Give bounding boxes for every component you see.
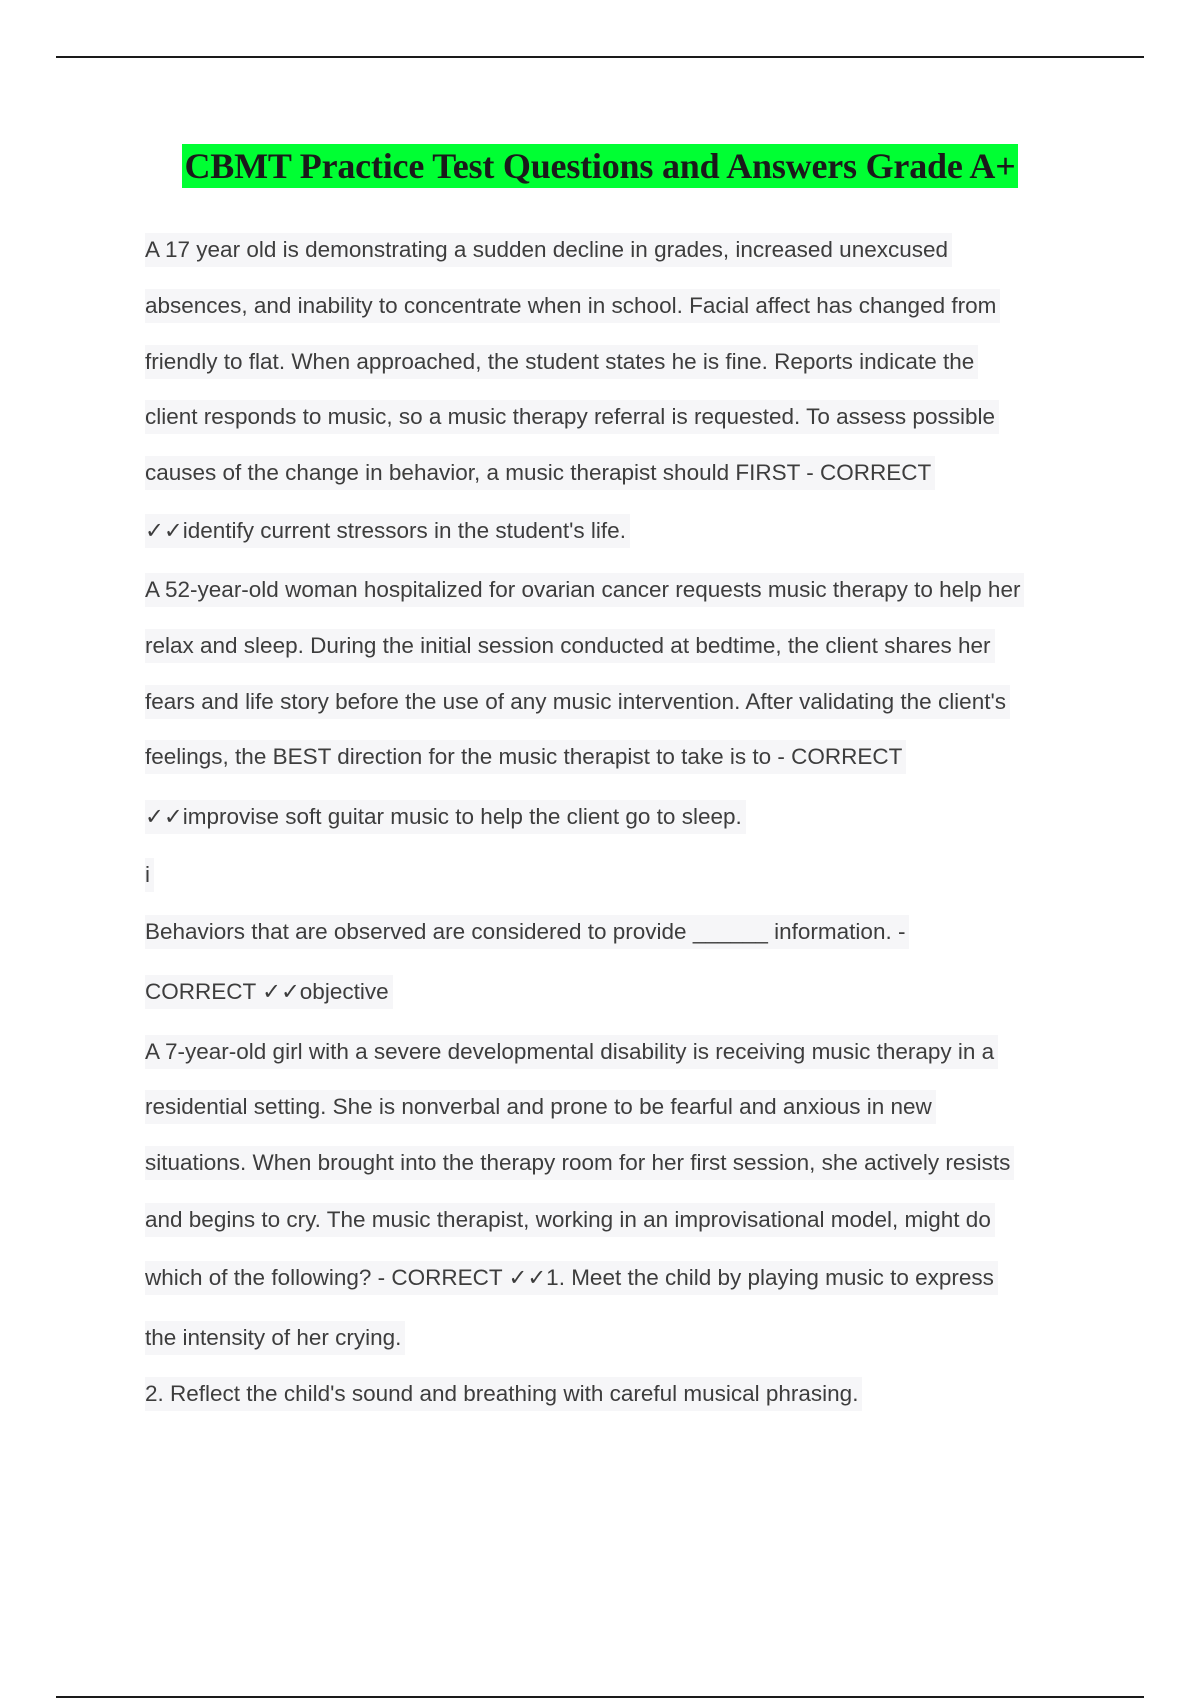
text-line: client responds to music, so a music therapy referral is requested. To assess possible — [145, 400, 999, 434]
text-line: ✓✓improvise soft guitar music to help the client go to sleep. — [145, 800, 746, 834]
text-line: feelings, the BEST direction for the music therapist to take is to - CORRECT — [145, 740, 906, 774]
text-line: and begins to cry. The music therapist, working in an improvisational model, might do — [145, 1203, 995, 1237]
header-rule — [56, 56, 1144, 58]
text-line: A 52-year-old woman hospitalized for ovarian cancer requests music therapy to help her — [145, 573, 1024, 607]
text-line: ✓✓identify current stressors in the student's life. — [145, 514, 630, 548]
text-line: which of the following? - CORRECT ✓✓1. Meet the child by playing music to express — [145, 1261, 998, 1295]
text-line: causes of the change in behavior, a music therapist should FIRST - CORRECT — [145, 456, 935, 490]
text-line: A 17 year old is demonstrating a sudden decline in grades, increased unexcused — [145, 233, 952, 267]
text-line: absences, and inability to concentrate when in school. Facial affect has changed from — [145, 289, 1000, 323]
text-line: Behaviors that are observed are considered to provide ______ information. - — [145, 915, 909, 949]
title-container — [0, 144, 1200, 188]
text-line: CORRECT ✓✓objective — [145, 975, 393, 1009]
text-line: the intensity of her crying. — [145, 1321, 405, 1355]
document-title: CBMT Practice Test Questions and Answers Grade A+ — [184, 146, 1016, 186]
text-line: friendly to flat. When approached, the student states he is fine. Reports indicate the — [145, 345, 978, 379]
text-line: A 7-year-old girl with a severe developmental disability is receiving music therapy in a — [145, 1035, 998, 1069]
text-line: situations. When brought into the therapy room for her first session, she actively resists — [145, 1146, 1014, 1180]
footer-rule — [56, 1696, 1144, 1698]
text-line: 2. Reflect the child's sound and breathing with careful musical phrasing. — [145, 1377, 862, 1411]
text-line: i — [145, 858, 154, 892]
text-line: fears and life story before the use of any music intervention. After validating the client's — [145, 685, 1010, 719]
text-line: relax and sleep. During the initial session conducted at bedtime, the client shares her — [145, 629, 995, 663]
text-line: residential setting. She is nonverbal and prone to be fearful and anxious in new — [145, 1090, 936, 1124]
